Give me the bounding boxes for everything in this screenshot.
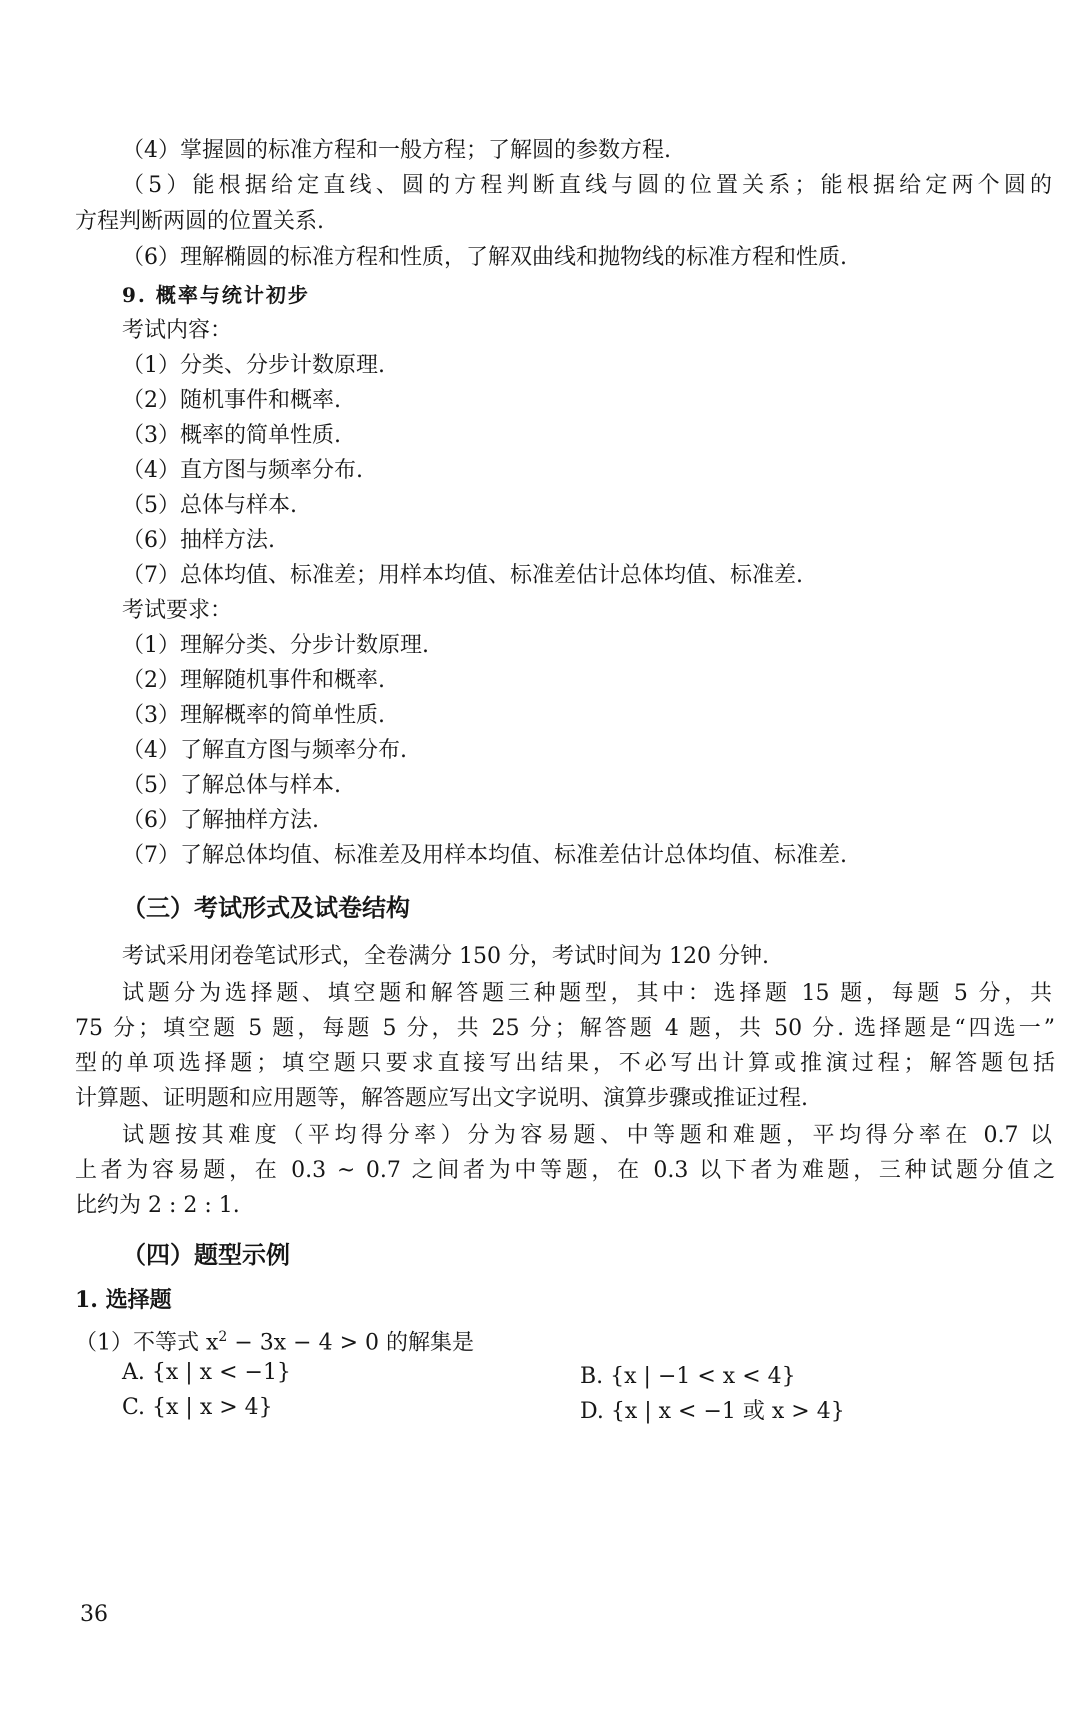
requirement-item: （3）理解概率的简单性质. — [122, 703, 385, 728]
content-item: （4）直方图与频率分布. — [122, 458, 363, 483]
content-item: （1）分类、分步计数原理. — [122, 353, 385, 378]
content-item: （5）总体与样本. — [122, 493, 297, 518]
requirement-item: （1）理解分类、分步计数原理. — [122, 633, 429, 658]
requirement-item: （6）了解抽样方法. — [122, 808, 319, 833]
option-d: D. {x | x < −1 或 x > 4} — [580, 1399, 845, 1424]
content-item: （3）概率的简单性质. — [122, 423, 341, 448]
paragraph-line: 计算题、证明题和应用题等，解答题应写出文字说明、演算步骤或推证过程. — [75, 1086, 808, 1111]
subsection-heading: 1. 选择题 — [75, 1287, 172, 1313]
requirement-label: 考试要求： — [122, 598, 233, 623]
question-text — [75, 1322, 1055, 1358]
paragraph-line: 试题按其难度（平均得分率）分为容易题、中等题和难题，平均得分率在 0.7 以 — [122, 1123, 1052, 1148]
option-c: C. {x | x > 4} — [122, 1395, 273, 1420]
paragraph-line: 比约为 2 : 2 : 1. — [75, 1193, 240, 1218]
list-item-continuation: 方程判断两圆的位置关系. — [75, 209, 324, 234]
option-b: B. {x | −1 < x < 4} — [580, 1364, 796, 1389]
content-item: （2）随机事件和概率. — [122, 388, 341, 413]
section-title: 9. 概率与统计初步 — [122, 283, 310, 307]
paragraph-line: 试题分为选择题、填空题和解答题三种题型，其中：选择题 15 题，每题 5 分，共 — [122, 981, 1052, 1006]
section-heading: （四）题型示例 — [122, 1241, 290, 1269]
page-number: 36 — [80, 1602, 108, 1627]
paragraph-line: 型的单项选择题；填空题只要求直接写出结果，不必写出计算或推演过程；解答题包括 — [75, 1051, 1055, 1076]
requirement-item: （7）了解总体均值、标准差及用样本均值、标准差估计总体均值、标准差. — [122, 843, 847, 868]
content-item: （7）总体均值、标准差；用样本均值、标准差估计总体均值、标准差. — [122, 563, 803, 588]
list-item: （5）能根据给定直线、圆的方程判断直线与圆的位置关系；能根据给定两个圆的 — [122, 173, 1052, 198]
content-label: 考试内容： — [122, 318, 233, 343]
list-item: （6）理解椭圆的标准方程和性质，了解双曲线和抛物线的标准方程和性质. — [122, 245, 847, 270]
question-suffix: − 3x − 4 > 0 的解集是 — [227, 1330, 474, 1356]
paragraph-line: 上者为容易题，在 0.3 ~ 0.7 之间者为中等题，在 0.3 以下者为难题，三种试题分值之 — [75, 1158, 1055, 1183]
content-item: （6）抽样方法. — [122, 528, 275, 553]
question-exponent: 2 — [218, 1329, 228, 1345]
paragraph-line: 75 分；填空题 5 题，每题 5 分，共 25 分；解答题 4 题，共 50 分. 选择题是“四选一” — [75, 1016, 1055, 1041]
requirement-item: （5）了解总体与样本. — [122, 773, 341, 798]
option-a: A. {x | x < −1} — [122, 1360, 291, 1385]
paragraph-line: 考试采用闭卷笔试形式，全卷满分 150 分，考试时间为 120 分钟. — [122, 944, 769, 969]
requirement-item: （4）了解直方图与频率分布. — [122, 738, 407, 763]
section-heading: （三）考试形式及试卷结构 — [122, 894, 410, 922]
list-item: （4）掌握圆的标准方程和一般方程；了解圆的参数方程. — [122, 138, 671, 163]
requirement-item: （2）理解随机事件和概率. — [122, 668, 385, 693]
question-prefix: （1）不等式 x — [75, 1330, 219, 1356]
